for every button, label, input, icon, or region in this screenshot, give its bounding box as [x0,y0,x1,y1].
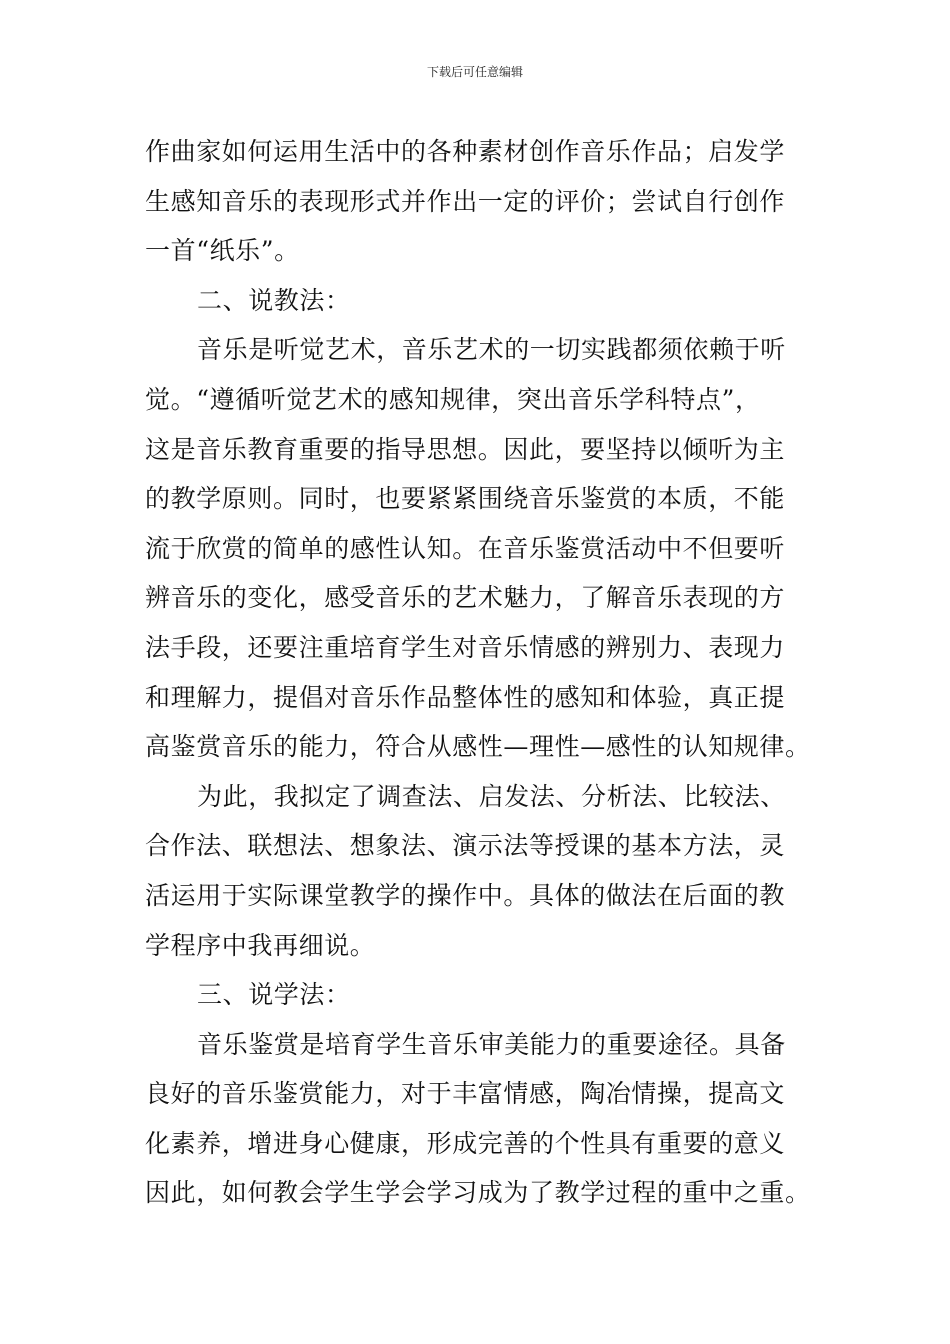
text-line: 法手段，还要注重培育学生对音乐情感的辨别力、表现力 [145,632,786,662]
document-body [145,127,810,1218]
text-line: 高鉴赏音乐的能力，符合从感性—理性—感性的认知规律。 [145,732,811,762]
text-line: 一首“纸乐”。 [145,236,300,266]
text-line: 流于欣赏的简单的感性认知。在音乐鉴赏活动中不但要听 [145,533,786,563]
text-line: 生感知音乐的表现形式并作出一定的评价；尝试自行创作 [145,186,786,216]
text-line: 的教学原则。同时，也要紧紧围绕音乐鉴赏的本质，不能 [145,484,786,514]
text-line: 音乐是听觉艺术，音乐艺术的一切实践都须依赖于听 [197,335,786,365]
page-header: 下载后可任意编辑 [426,65,523,79]
text-line: 作曲家如何运用生活中的各种素材创作音乐作品；启发学 [145,137,786,166]
text-line: 良好的音乐鉴赏能力，对于丰富情感，陶冶情操，提高文 [145,1079,786,1109]
text-line: 音乐鉴赏是培育学生音乐审美能力的重要途径。具备 [197,1029,786,1059]
text-line: 三、说学法： [197,980,351,1010]
text-line: 化素养，增进身心健康，形成完善的个性具有重要的意义 [145,1128,786,1158]
text-line: 学程序中我再细说。 [145,930,376,960]
text-line: 为此，我拟定了调查法、启发法、分析法、比较法、 [197,781,786,811]
text-line: 辨音乐的变化，感受音乐的艺术魅力，了解音乐表现的方 [145,583,786,613]
text-line: 二、说教法： [197,285,351,315]
text-line: 因此，如何教会学生学会学习成为了教学过程的重中之重。 [145,1178,811,1208]
text-line: 合作法、联想法、想象法、演示法等授课的基本方法，灵 [145,831,786,861]
text-line: 活运用于实际课堂教学的操作中。具体的做法在后面的教 [145,880,786,910]
text-line: 这是音乐教育重要的指导思想。因此，要坚持以倾听为主 [145,434,786,464]
text-line: 觉。“遵循听觉艺术的感知规律，突出音乐学科特点”， [145,384,761,414]
text-line: 和理解力，提倡对音乐作品整体性的感知和体验，真正提 [145,682,786,712]
